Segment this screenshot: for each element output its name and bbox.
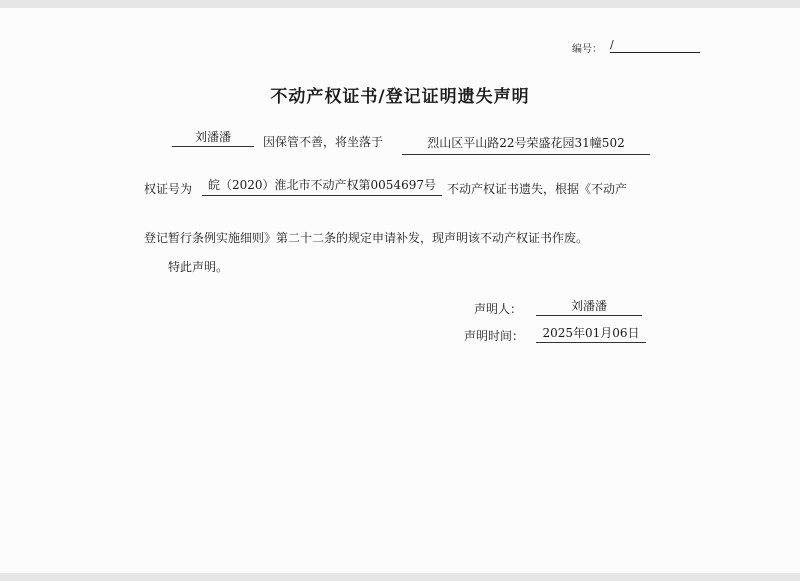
- cert-number-field: 皖（2020）淮北市不动产权第0054697号: [202, 176, 442, 196]
- owner-name-field: 刘潘潘: [172, 128, 254, 147]
- serial-label: 编号：: [572, 44, 602, 55]
- date-label: 声明时间：: [464, 329, 525, 343]
- closing-text: 特此声明。: [168, 260, 229, 274]
- serial-value: /: [610, 38, 700, 53]
- document-title: 不动产权证书/登记证明遗失声明: [270, 87, 530, 107]
- body-text-3: 登记暂行条例实施细则》第二十二条的规定申请补发，现声明该不动产权证书作废。: [144, 231, 589, 245]
- body-text-1: 因保管不善，将坐落于: [263, 135, 384, 149]
- scan-edge-top: [0, 0, 800, 8]
- scan-edge-bottom: [0, 573, 800, 581]
- declarant-label: 声明人：: [474, 302, 523, 316]
- date-field: 2025年01月06日: [536, 324, 646, 343]
- serial-number: [572, 38, 614, 55]
- body-text-2: 不动产权证书遗失，根据《不动产: [447, 182, 628, 196]
- address-field: 烈山区平山路22号荣盛花园31幢502: [402, 134, 650, 155]
- cert-label: 权证号为: [144, 182, 193, 196]
- declarant-name-field: 刘潘潘: [536, 297, 642, 316]
